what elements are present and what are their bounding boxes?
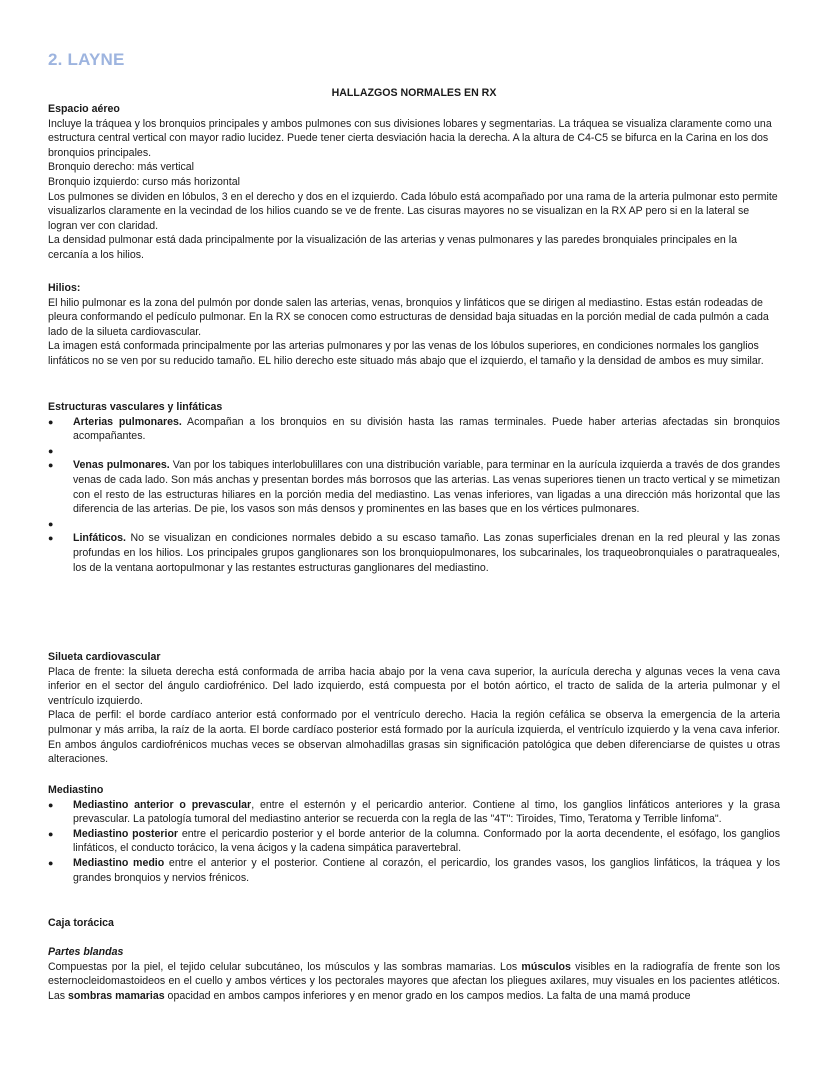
section-silueta-cardiovascular [48, 650, 780, 767]
paragraph: Placa de perfil: el borde cardíaco anterior está conformado por el ventrículo derecho. Hacia la región cefálica se observa la emergencia de la arteria pulmonar y más arriba, la raíz de la aorta. El borde cardíaco posterior está formado por la aurícula izquierda, el ventrículo izquierdo y la vena cava inferior. En ambos ángulos cardiofrénicos muchas veces se observan almohadillas grasas sin significación patológica que deben diferenciarse de quistes u otras alteraciones. [48, 709, 780, 766]
list-item [48, 856, 780, 885]
paragraph: Los pulmones se dividen en lóbulos, 3 en el derecho y dos en el izquierdo. Cada lóbulo está acompañado por una rama de la arteria pulmonar esto permite visualizarlos claramente en la vecindad de los hilios cuando se ve de frente. Las cisuras mayores no se visualizan en la RX AP pero si en la lateral se logran ver con claridad. [48, 190, 778, 232]
list-item [48, 415, 780, 444]
section-espacio-aereo [48, 102, 780, 263]
paragraph: La densidad pulmonar está dada principalmente por la visualización de las arterias y venas pulmonares y las paredes bronquiales principales en la cercanía a los hilios. [48, 234, 737, 261]
text-run: visibles en la radiografía de frente son los esternocleidomastoideos en el cuello y ambos vértices y los pectorales mayores que afectan los pliegues axilares, muy visuales en los pacientes atléticos. Las [48, 960, 781, 1002]
paragraph: Bronquio derecho: más vertical [48, 161, 195, 174]
section-heading: Estructuras vasculares y linfáticas [48, 401, 223, 413]
list-spacer [48, 517, 780, 532]
section-main-heading: HALLAZGOS NORMALES EN RX [331, 87, 497, 99]
section-estructuras-vasculares [48, 400, 780, 575]
section-mediastino [48, 783, 780, 885]
item-title: Mediastino posterior [73, 827, 179, 840]
paragraph: El hilio pulmonar es la zona del pulmón por donde salen las arterias, venas, bronquios y linfáticos que se dirigen al mediastino. Estas están rodeadas de pleura conformando el pedículo pulmonar. En la RX se conocen como estructuras de densidad baja situadas en la porción medial de cada pulmón a cada lado de la silueta cardiovascular. [48, 296, 769, 338]
list-item [48, 827, 780, 856]
item-text: entre el anterior y el posterior. Contiene al corazón, el pericardio, los grandes vasos, los ganglios linfáticos, la tráquea y los grandes bronquios y nervios frénicos. [73, 856, 780, 884]
item-title: Arterias pulmonares. [73, 415, 182, 428]
item-text: Acompañan a los bronquios en su división hasta las ramas terminales. Puede haber arterias afectadas sin bronquios acompañantes. [73, 415, 780, 443]
paragraph: Incluye la tráquea y los bronquios principales y ambos pulmones con sus divisiones lobares y segmentarias. La tráquea se visualiza claramente como una estructura central vertical con mayor radio lucidez. Puede tener cierta desviación hacia la derecha. A la altura de C4-C5 se bifurca en la Carina en los dos bronquios principales. [48, 117, 772, 159]
subsection-heading: Partes blandas [48, 946, 124, 959]
text-run: opacidad en ambos campos inferiores y en menor grado en los campos medios. La falta de una mamá produce [164, 989, 691, 1002]
item-text: entre el pericardio posterior y el borde anterior de la columna. Conformado por la aorta decendente, el esófago, los ganglios linfáticos, el conducto torácico, la vena ácigos y la cadena simpática paravertebral. [73, 827, 780, 855]
section-heading: Caja torácica [48, 917, 114, 929]
list-item [48, 531, 780, 575]
item-title: Mediastino anterior o prevascular [73, 798, 252, 811]
section-heading: Hilios: [48, 282, 81, 294]
item-title: Venas pulmonares. [73, 459, 170, 472]
bold-term: sombras mamarias [68, 989, 165, 1002]
paragraph: La imagen está conformada principalmente por las arterias pulmonares y por las venas de los lóbulos superiores, en condiciones normales los ganglios linfáticos no se ven por su reducido tamaño. EL hilio derecho este situado más abajo que el izquierdo, el tamaño y la densidad de ambos es muy similar. [48, 340, 764, 367]
section-caja-toracica [48, 916, 780, 1004]
item-text: , entre el esternón y el pericardio anterior. Contiene al timo, los ganglios linfáticos anteriores y la grasa prevascular. La patología tumoral del mediastino anterior se recuerda con la regla de las "4T": Tiroides, Timo, Teratoma y Terrible linfoma". [73, 798, 780, 826]
bullet-list [48, 798, 780, 886]
paragraph [48, 960, 780, 1004]
item-text: Van por los tabiques interlobulillares con una distribución variable, para terminar en la aurícula izquierda a través de dos grandes venas de cada lado. Son más anchas y presentan bordes más borrosos que las arterias. Las venas superiores tienen un tracto vertical y se mimetizan con el resto de las estructuras hiliares en la porción media del mediastino. Las venas inferiores, van ligadas a una dirección más horizontal que las diferencia de las arterias. De pie, los vasos son más densos y prominentes en las bases que en los vértices pulmonares. [73, 459, 780, 516]
section-heading: Mediastino [48, 784, 104, 796]
item-title: Linfáticos. [73, 532, 126, 545]
list-item [48, 798, 780, 827]
section-heading: Silueta cardiovascular [48, 651, 161, 663]
list-spacer [48, 444, 780, 459]
item-text: No se visualizan en condiciones normales debido a su escaso tamaño. Las zonas superficiales drenan en la red pleural y las zonas profundas en los hilios. Los principales grupos ganglionares son los bronquiopulmonares, los subcarinales, los traqueobronquiales o paratraqueales, los de la ventana aortopulmonar y las restantes estructuras ganglionares del mediastino. [73, 532, 780, 574]
document-title: 2. LAYNE [48, 50, 125, 69]
section-heading: Espacio aéreo [48, 103, 120, 115]
bold-term: músculos [521, 960, 571, 973]
paragraph: Bronquio izquierdo: curso más horizontal [48, 175, 240, 188]
text-run: Compuestas por la piel, el tejido celular subcutáneo, los músculos y las sombras mamarias. Los [48, 960, 522, 973]
item-title: Mediastino medio [73, 856, 165, 869]
paragraph: Placa de frente: la silueta derecha está conformada de arriba hacia abajo por la vena cava superior, la aurícula derecha y algunas veces la vena cava inferior en el sector del ángulo cardiofrénico. Del lado izquierdo, está compuesta por el botón aórtico, el tracto de salida de la arteria pulmonar y el ventrículo izquierdo. [48, 665, 780, 707]
list-item [48, 458, 780, 516]
section-hilios [48, 281, 780, 369]
spacer [48, 931, 780, 946]
bullet-list [48, 415, 780, 576]
